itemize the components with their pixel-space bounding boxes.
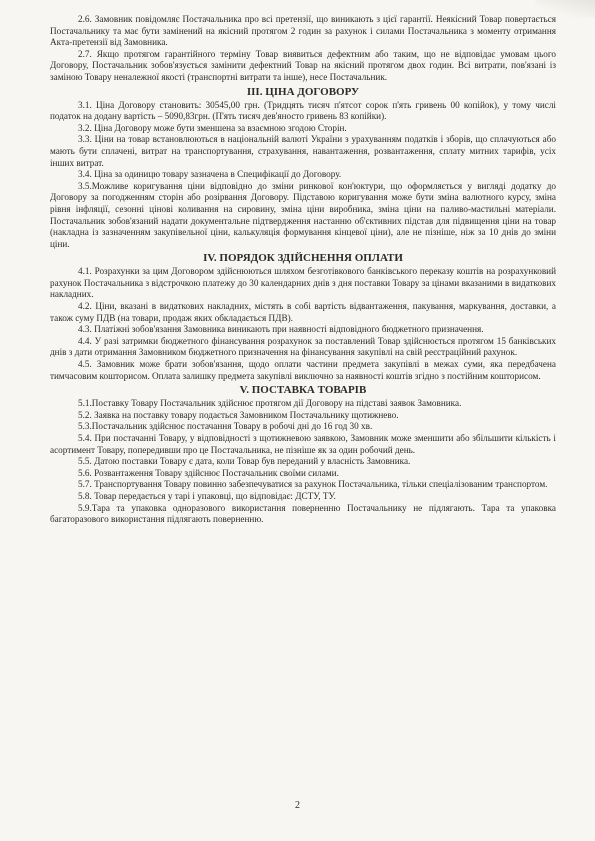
clause-5-3: 5.3.Постачальник здійснює постачання Товару в робочі дні до 16 год 30 хв. <box>78 421 373 432</box>
clause-2-6: 2.6. Замовник повідомляє Постачальника про всі претензії, що виникають з цієї гарантії. Неякісний Товар повертається Постачальнику та має бути замінений на якісний протягом 2 годин за рахунок і силами Постачальника з моменту отримання Акта-претензії від Замовника. <box>50 14 556 48</box>
clause-5-8: 5.8. Товар передається у тарі і упаковці, що відповідає: ДСТУ, ТУ. <box>78 490 336 501</box>
page-number: 2 <box>295 800 300 811</box>
clause-4-2: 4.2. Ціни, вказані в видаткових накладних, містять в собі вартість відвантаження, пакування, маркування, доставки, а також суму ПДВ (на товари, продаж яких обкладається ПДВ). <box>50 301 556 323</box>
clause-3-5: 3.5.Можливе коригування ціни відповідно до зміни ринкової кон'юктури, що оформляється у вигляді додатку до Договору за погодженням сторін або розірвання Договору. Підставою коригування може бути зміна валютного курсу, зміна рівня інфляції, сезонні цінові коливання на сировину, зміна ціни виробника, зміна ціни на паливо-мастильні матеріали. Постачальник зобов'язаний надати документальне підтвердження настанню об'єктивних підстав для підвищення ціни на товар (накладна із зазначенням закупівельної ціни, калькуляція формування кінцевої ціни), але не пізніше, ніж за 10 днів до зміни ціни. <box>50 180 556 249</box>
clause-4-4: 4.4. У разі затримки бюджетного фінансування розрахунок за поставлений Товар здійснюється протягом 15 банківських днів з дати отримання Замовником бюджетного призначення на фінансування закупівлі на свій реєстраційний рахунок. <box>50 335 556 358</box>
section-5-heading: V. ПОСТАВКА ТОВАРІВ <box>239 384 367 397</box>
clause-3-4: 3.4. Ціна за одиницю товару зазначена в Специфікації до Договору. <box>78 169 342 180</box>
document-body <box>50 14 556 526</box>
clause-5-4: 5.4. При постачанні Товару, у відповідності з щотижневою заявкою, Замовник може зменшити або збільшити кількість і асортимент Товару, попередивши про це Постачальника, не пізніше як за один робочий день. <box>50 433 556 455</box>
clause-3-2: 3.2. Ціна Договору може бути зменшена за взаємною згодою Сторін. <box>78 122 347 133</box>
clause-4-5: 4.5. Замовник може брати зобов'язання, щодо оплати частини предмета закупівлі в межах суми, яка передбачена тимчасовим кошторисом. Оплата залишку предмета закупівлі виключно за наявності коштів згідно з постійним кошторисом. <box>50 359 556 381</box>
section-4-heading: IV. ПОРЯДОК ЗДІЙСНЕННЯ ОПЛАТИ <box>203 252 403 265</box>
clause-3-3: 3.3. Ціни на товар встановлюються в національній валюті України з урахуванням податків і зборів, що сплачуються або мають бути сплачені, витрат на транспортування, страхування, навантаження, розвантаження, сплату митних тарифів, усіх інших витрат. <box>50 134 556 168</box>
clause-3-1: 3.1. Ціна Договору становить: 30545,00 грн. (Тридцять тисяч п'ятсот сорок п'ять гривень 00 копійок), у тому числі податок на додану вартість – 5090,83грн. (П'ять тисяч дев'яносто гривень 83 копійки). <box>50 99 556 122</box>
clause-5-5: 5.5. Датою поставки Товару є дата, коли Товар був переданий у власність Замовника. <box>78 456 411 467</box>
clause-5-7: 5.7. Транспортування Товару повинно забезпечуватися за рахунок Постачальника, тільки спеціалізованим транспортом. <box>78 479 548 490</box>
clause-5-2: 5.2. Заявка на поставку товару подається Замовником Постачальнику щотижнево. <box>78 409 399 420</box>
clause-4-1: 4.1. Розрахунки за цим Договором здійснюються шляхом безготівкового банківського переказу коштів на розрахунковий рахунок Постачальника з відстрочкою платежу до 30 календарних днів з дня поставки Товару за цінами вказаними в видаткових накладних. <box>50 266 556 300</box>
clause-5-1: 5.1.Поставку Товару Постачальник здійснює протягом дії Договору на підставі заявок Замовника. <box>78 398 462 409</box>
clause-2-7: 2.7. Якщо протягом гарантійного терміну Товар виявиться дефектним або таким, що не відповідає умовам цього Договору, Постачальник зобов'язується замінити дефектний Товар на якісний протягом двох годин. Всі витрати, пов'язані із заміною Товару неналежної якості (транспортні витрати та інше), несе Постачальник. <box>50 48 556 82</box>
section-3-heading: ІІІ. ЦІНА ДОГОВОРУ <box>246 85 360 98</box>
clause-5-9: 5.9.Тара та упаковка одноразового використання поверненню Постачальнику не підлягають. Тара та упаковка багаторазового використання підлягають поверненню. <box>50 502 556 525</box>
clause-4-3: 4.3. Платіжні зобов'язання Замовника виникають при наявності відповідного бюджетного призначення. <box>78 324 484 335</box>
clause-5-6: 5.6. Розвантаження Товару здійснює Постачальник своїми силами. <box>78 467 339 478</box>
